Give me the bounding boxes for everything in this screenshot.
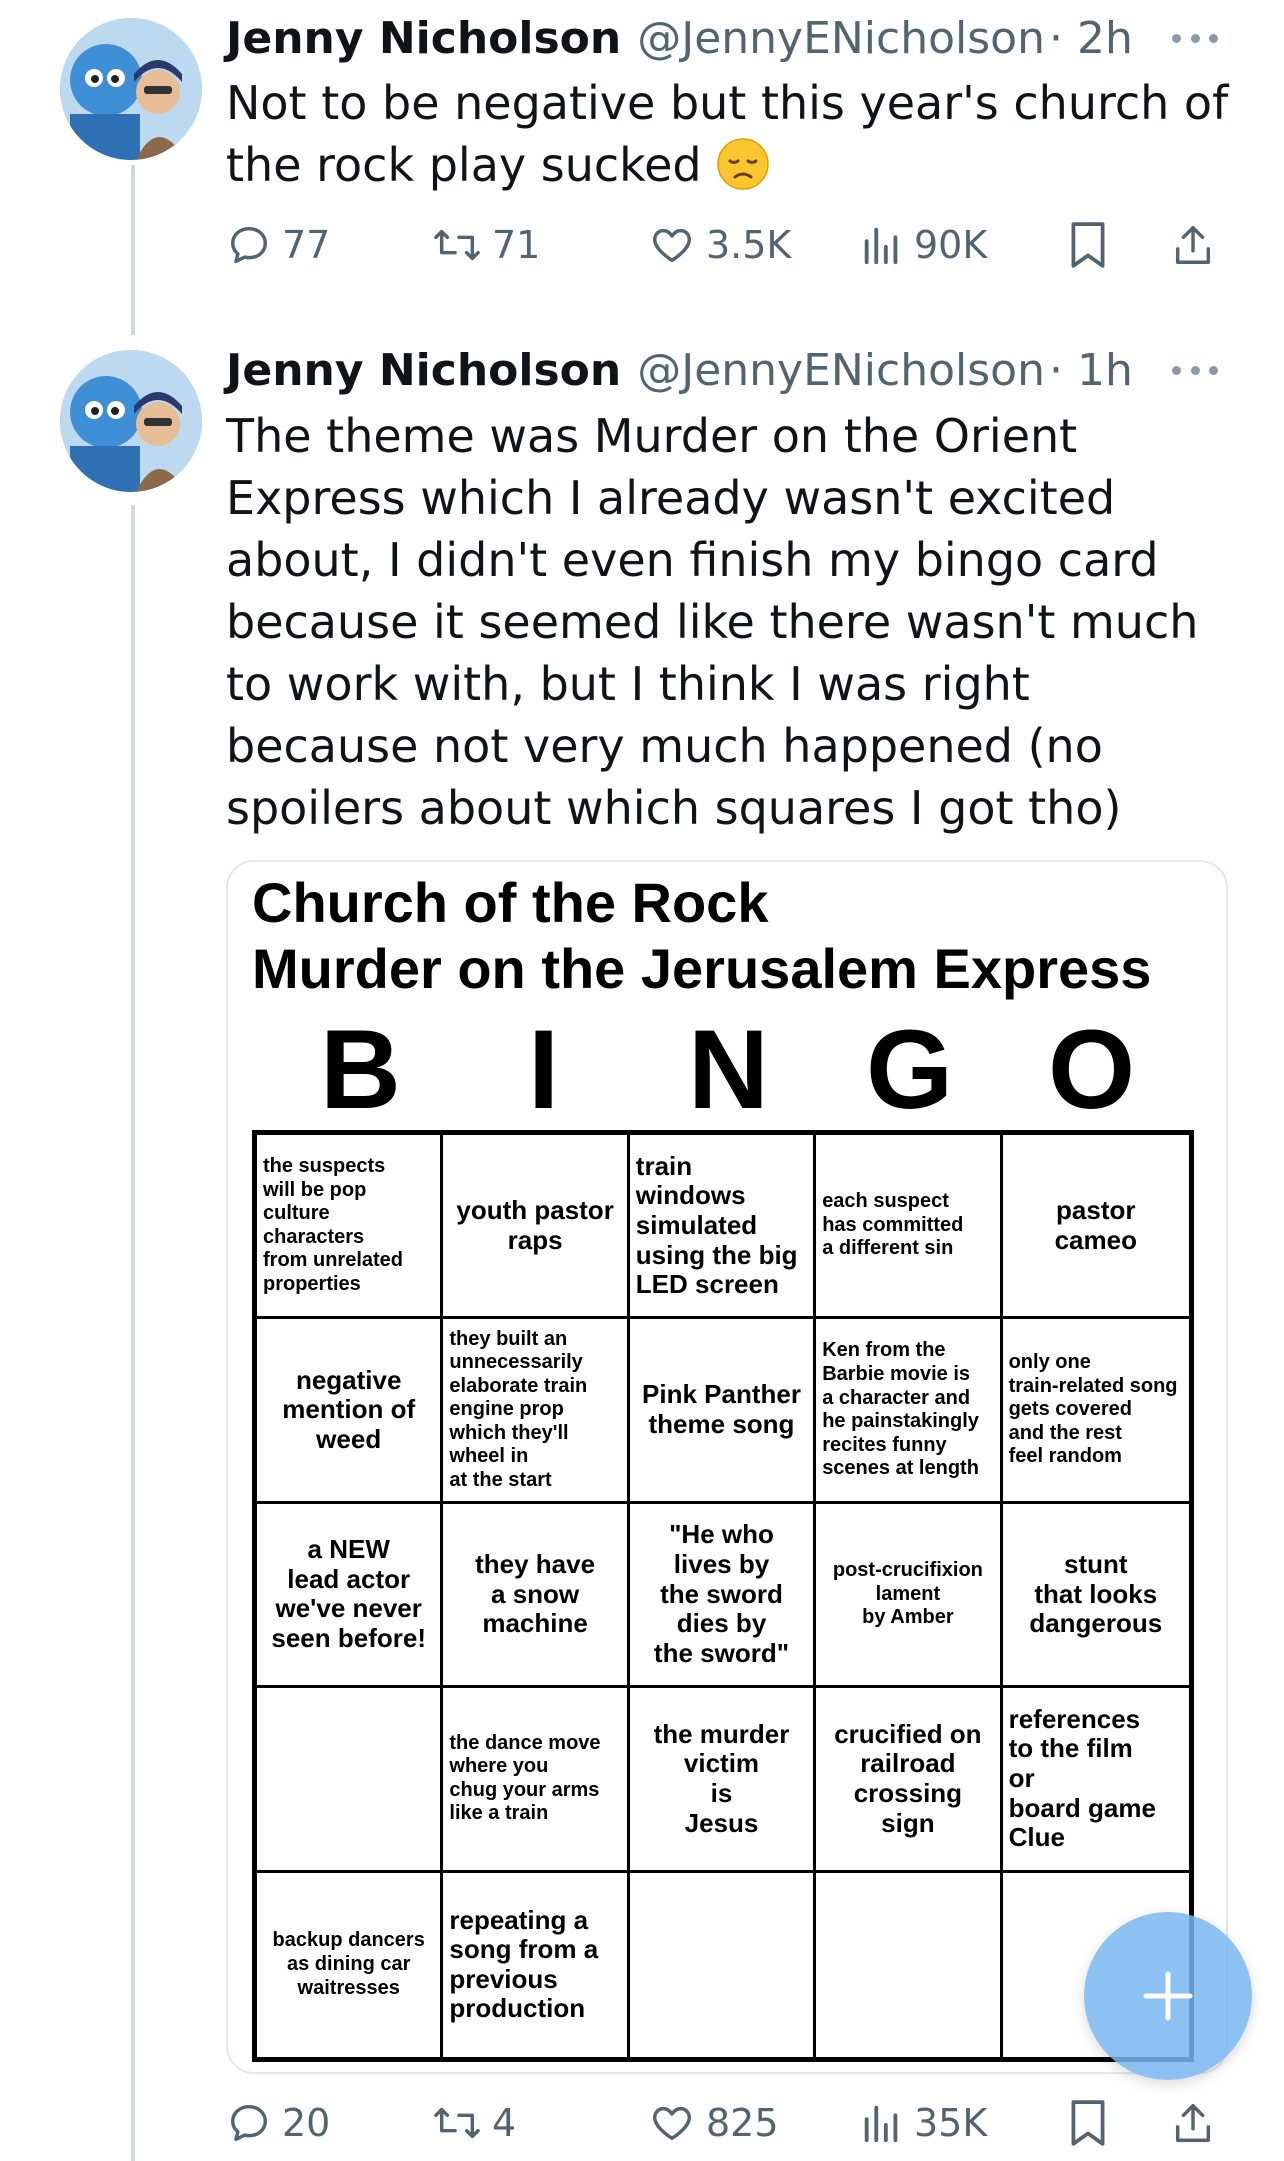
like-count: 825 [706, 2101, 779, 2145]
bingo-square: "He who lives by the sword dies by the sword" [630, 1504, 816, 1688]
retweet-button[interactable] [432, 210, 540, 280]
like-count: 3.5K [706, 223, 792, 267]
share-icon [1170, 220, 1216, 270]
bookmark-icon [1066, 220, 1110, 270]
author-name[interactable]: Jenny Nicholson [226, 12, 622, 64]
bingo-square: stunt that looks dangerous [1003, 1504, 1189, 1688]
bingo-title: Church of the Rock [252, 871, 769, 934]
bingo-square: pastor cameo [1003, 1135, 1189, 1319]
views-count: 90K [914, 223, 988, 267]
bingo-letter: G [866, 1007, 954, 1132]
retweet-icon [432, 2100, 482, 2146]
tweet-time[interactable]: · 2h [1049, 12, 1133, 64]
reply-icon [226, 222, 272, 268]
bookmark-button[interactable] [1066, 210, 1110, 280]
bingo-square: a NEW lead actor we've never seen before! [257, 1504, 443, 1688]
author-handle[interactable]: @JennyENicholson [637, 12, 1045, 64]
author-handle[interactable]: @JennyENicholson [637, 344, 1045, 396]
bingo-square: they built an unnecessarily elaborate train engine prop which they'll wheel in at the start [443, 1319, 629, 1503]
tweet-text [226, 405, 1236, 839]
bingo-square: Pink Panther theme song [630, 1319, 816, 1503]
retweet-count: 71 [492, 223, 541, 267]
tweet-body: Not to be negative but this year's church of the rock play sucked [226, 76, 1243, 192]
tweet-time[interactable]: · 1h [1049, 344, 1133, 396]
share-button[interactable] [1170, 2088, 1216, 2158]
bingo-square: each suspect has committed a different sin [816, 1135, 1002, 1319]
bingo-square: the suspects will be pop culture characters from unrelated properties [257, 1135, 443, 1319]
bingo-square: backup dancers as dining car waitresses [257, 1873, 443, 2057]
bingo-letter: N [688, 1007, 769, 1132]
views-button[interactable] [860, 210, 987, 280]
thread-line [131, 505, 135, 2161]
like-button[interactable] [648, 2088, 779, 2158]
bingo-letter: I [528, 1007, 560, 1132]
thread-line [131, 165, 135, 335]
bingo-square: negative mention of weed [257, 1319, 443, 1503]
bingo-square: post-crucifixion lament by Amber [816, 1504, 1002, 1688]
views-button[interactable] [860, 2088, 987, 2158]
tweet-actions [226, 210, 1226, 280]
bingo-square: references to the film or board game Clue [1003, 1688, 1189, 1872]
bingo-letter: O [1048, 1007, 1136, 1132]
views-icon [860, 2100, 904, 2146]
disappointed-face-emoji-icon [716, 137, 770, 191]
bingo-letter: B [320, 1007, 401, 1132]
tweet-body: The theme was Murder on the Orient Express which I already wasn't excited about, I didn't even finish my bingo card because it seemed like there wasn't much to work with, but I think I was right because not very much happened (no spoilers about which squares I got tho) [226, 409, 1214, 835]
retweet-button[interactable] [432, 2088, 516, 2158]
bingo-square [257, 1688, 443, 1872]
more-options-icon[interactable] [1172, 360, 1218, 380]
tweet-header [226, 340, 1133, 400]
plus-icon [1138, 1966, 1198, 2026]
heart-icon [648, 2100, 696, 2146]
retweet-count: 4 [492, 2101, 517, 2145]
bingo-square: the dance move where you chug your arms like a train [443, 1688, 629, 1872]
bingo-square: youth pastor raps [443, 1135, 629, 1319]
bingo-square: they have a snow machine [443, 1504, 629, 1688]
bookmark-button[interactable] [1066, 2088, 1110, 2158]
bingo-card-image[interactable] [226, 860, 1228, 2074]
views-count: 35K [914, 2101, 988, 2145]
reply-count: 77 [282, 223, 331, 267]
bingo-square: Ken from the Barbie movie is a character and he painstakingly recites funny scenes at length [816, 1319, 1002, 1503]
tweet-header [226, 8, 1133, 68]
bingo-square: train windows simulated using the big LED screen [630, 1135, 816, 1319]
like-button[interactable] [648, 210, 791, 280]
tweet-actions [226, 2088, 1226, 2158]
views-icon [860, 222, 904, 268]
bingo-square: crucified on railroad crossing sign [816, 1688, 1002, 1872]
bingo-square [816, 1873, 1002, 2057]
avatar[interactable] [60, 350, 202, 492]
author-name[interactable]: Jenny Nicholson [226, 344, 622, 396]
share-icon [1170, 2098, 1216, 2148]
avatar[interactable] [60, 18, 202, 160]
more-options-icon[interactable] [1172, 28, 1218, 48]
bingo-grid [252, 1130, 1194, 2062]
reply-button[interactable] [226, 2088, 330, 2158]
bingo-subtitle: Murder on the Jerusalem Express [252, 937, 1152, 1000]
compose-button[interactable] [1084, 1912, 1252, 2080]
share-button[interactable] [1170, 210, 1216, 280]
bookmark-icon [1066, 2098, 1110, 2148]
heart-icon [648, 222, 696, 268]
reply-button[interactable] [226, 210, 330, 280]
bingo-square: the murder victim is Jesus [630, 1688, 816, 1872]
reply-count: 20 [282, 2101, 331, 2145]
bingo-square: only one train-related song gets covered and the rest feel random [1003, 1319, 1189, 1503]
reply-icon [226, 2100, 272, 2146]
bingo-square [630, 1873, 816, 2057]
tweet-text [226, 72, 1243, 196]
bingo-square: repeating a song from a previous production [443, 1873, 629, 2057]
retweet-icon [432, 222, 482, 268]
